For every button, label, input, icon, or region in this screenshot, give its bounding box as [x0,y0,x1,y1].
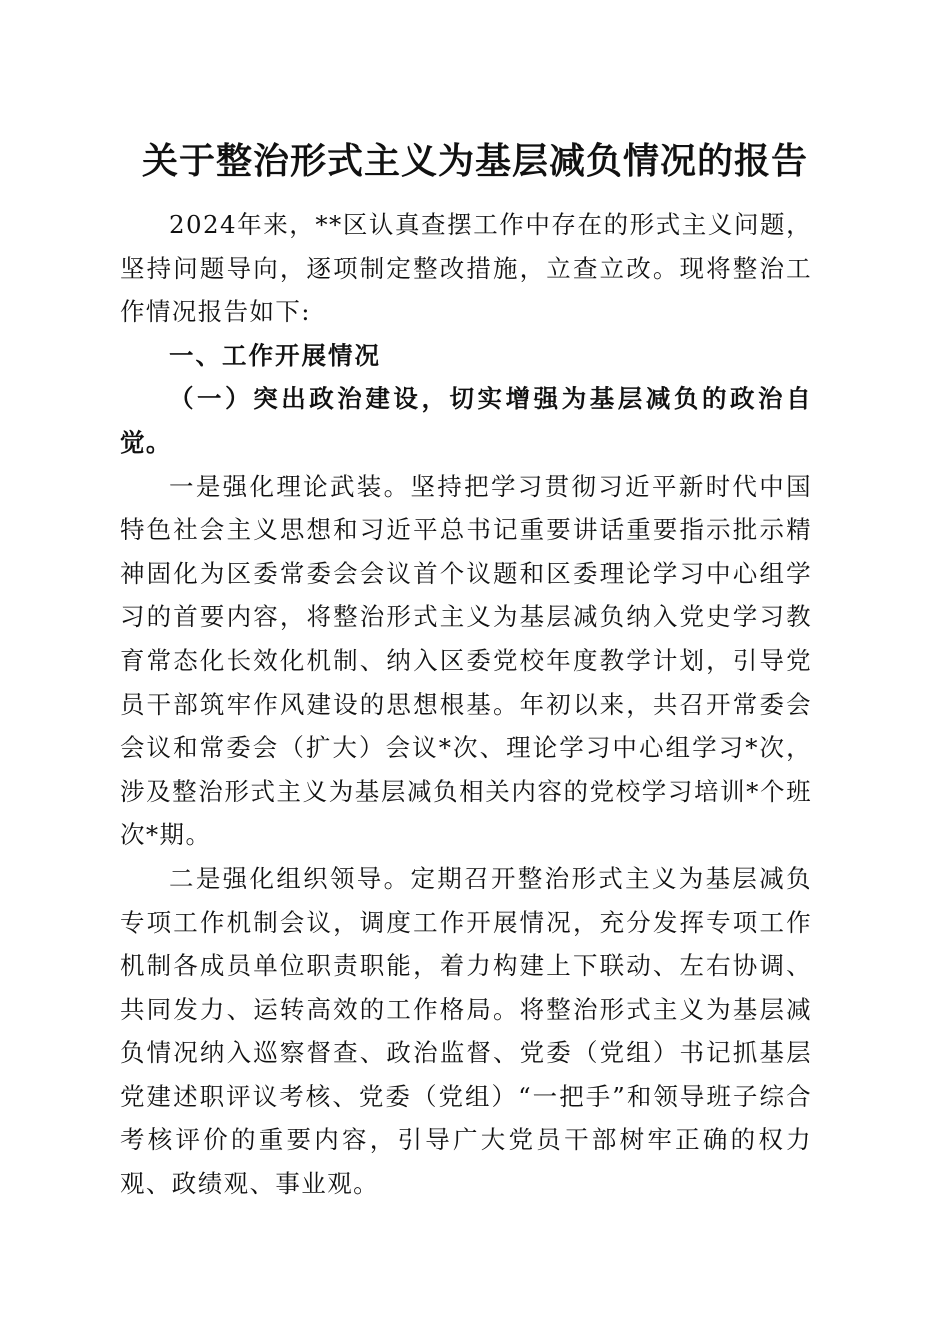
document-body [120,203,812,1206]
subsection-heading: （一）突出政治建设，切实增强为基层减负的政治自觉。 [120,384,812,457]
section-heading: 一、工作开展情况 [169,340,381,370]
document-title: 关于整治形式主义为基层减负情况的报告 [141,140,808,182]
intro-paragraph: 2024年来，**区认真查摆工作中存在的形式主义问题，坚持问题导向，逐项制定整改措施，立查立改。现将整治工作情况报告如下: [120,210,812,327]
body-paragraph-1: 一是强化理论武装。坚持把学习贯彻习近平新时代中国特色社会主义思想和习近平总书记重要讲话重要指示批示精神固化为区委常委会会议首个议题和区委理论学习中心组学习的首要内容，将整治形式主义为基层减负纳入党史学习教育常态化长效化机制、纳入区委党校年度教学计划，引导党员干部筑牢作风建设的思想根基。年初以来，共召开常委会会议和常委会（扩大）会议*次、理论学习中心组学习*次，涉及整治形式主义为基层减负相关内容的党校学习培训*个班次*期。 [120,471,812,850]
body-paragraph-2: 二是强化组织领导。定期召开整治形式主义为基层减负专项工作机制会议，调度工作开展情况，充分发挥专项工作机制各成员单位职责职能，着力构建上下联动、左右协调、共同发力、运转高效的工作格局。将整治形式主义为基层减负情况纳入巡察督查、政治监督、党委（党组）书记抓基层党建述职评议考核、党委（党组）“一把手”和领导班子综合考核评价的重要内容，引导广大党员干部树牢正确的权力观、政绩观、事业观。 [120,863,812,1199]
